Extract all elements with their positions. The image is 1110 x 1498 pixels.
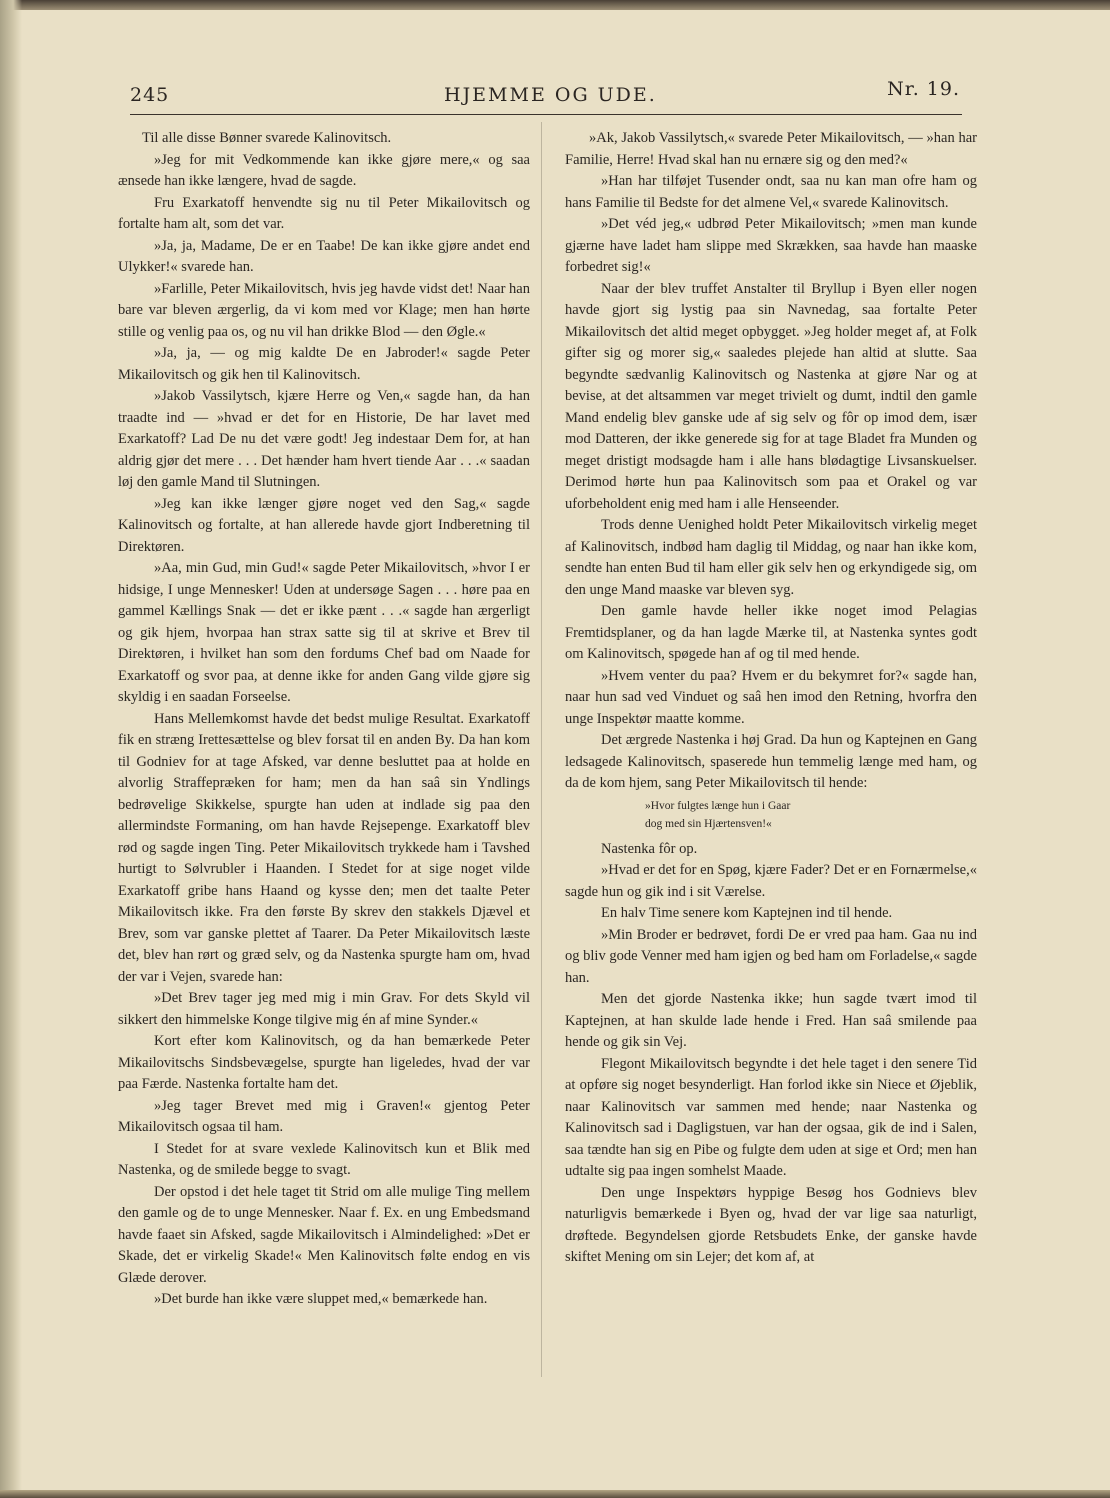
journal-title: HJEMME OG UDE. [444,84,657,106]
verse-line: dog med sin Hjærtensven!« [645,817,772,830]
verse-quote [645,797,977,833]
paragraph: »Hvad er det for en Spøg, kjære Fader? Det er en Fornærmelse,« sagde hun og gik ind i sit Værelse. [565,862,977,900]
paragraph: Naar der blev truffet Anstalter til Bryllup i Byen eller nogen havde gjort sig lystig paa sin Navnedag, saa fortalte Peter Mikailovitsch det altid meget opbygget. »Jeg holder meget af, at Folk gifter sig og morer sig,« saaledes plejede han altid at slutte. Saa begyndte sædvanlig Kalinovitsch og Nastenka at gjøre Nar og at bevise, at det altsammen var meget trivielt og dumt, indtil den gamle Mand endelig blev ganske ude af sig selv og fôr op imod dem, især mod Datteren, der ikke generede sig for at tage Bladet fra Munden og meget dristigt modsagde ham i alle hans blødagtige Livsanskuelser. Derimod hørte hun paa Kalinovitsch som paa et Orakel og var uforbeholdent enig med ham i alle Henseender. [565,280,977,512]
paragraph: I Stedet for at svare vexlede Kalinovitsch kun et Blik med Nastenka, og de smilede begge to svagt. [118,1140,530,1178]
page-top-edge [0,0,1110,10]
right-column-lower [565,839,977,1269]
paragraph: Det ærgrede Nastenka i høj Grad. Da hun og Kaptejnen en Gang ledsagede Kalinovitsch, spaserede hun temmelig længe med ham, og da de kom hjem, sang Peter Mikailovitsch til hende: [565,732,977,791]
issue-number: Nr. 19. [887,78,960,100]
paragraph: »Jeg kan ikke længer gjøre noget ved den Sag,« sagde Kalinovitsch og fortalte, at han allerede havde gjort Indberetning til Direktøren. [118,495,530,555]
paragraph: Hans Mellemkomst havde det bedst mulige Resultat. Exarkatoff fik en stræng Irettesættelse og blev forsat til en anden By. Da han kom til Godniev for at tage Afsked, var denne besluttet paa at holde en alvorlig Straffepræken for ham; men da han saâ sin Yndlings bedrøvelige Skikkelse, spurgte han uden at indlade sig paa den allermindste Formaning, om han havde Rejsepenge. Exarkatoff blev rød og sagde ingen Ting. Peter Mikailovitsch trykkede ham i Tavshed hurtigt to Sølvrubler i Haanden. I Stedet for at sige noget vilde Exarkatoff gribe hans Haand og kysse den; men det taalte Peter Mikailovitsch ikke. Fra den første By skrev den stakkels Djævel et Brev, som var ganske plettet af Taarer. Da Peter Mikailovitsch læste det, blev han rørt og græd selv, og da Nastenka spurgte ham om, hvad der var i Vejen, svarede han: [118,710,530,985]
page-number: 245 [130,84,170,106]
paragraph: »Jeg for mit Vedkommende kan ikke gjøre mere,« og saa ænsede han ikke længere, hvad de sagde. [118,151,530,189]
paragraph: Der opstod i det hele taget tit Strid om alle mulige Ting mellem den gamle og de to unge Mennesker. Naar f. Ex. en ung Embedsmand havde faaet sin Afsked, sagde Mikailovitsch i Almindelighed: »Det er Skade, det er virkelig Skade!« Men Kalinovitsch følte endog en vis Glæde derover. [118,1183,530,1286]
paragraph: Den gamle havde heller ikke noget imod Pelagias Fremtidsplaner, og da han lagde Mærke til, at Nastenka syntes godt om Kalinovitsch, spøgede han af og til med hende. [565,603,977,662]
paragraph: »Min Broder er bedrøvet, fordi De er vred paa ham. Gaa nu ind og bliv gode Venner med ham igjen og bed ham om Forladelse,« sagde han. [565,926,977,986]
paragraph: Flegont Mikailovitsch begyndte i det hele taget i den senere Tid at opføre sig noget besynderligt. Han forlod ikke sin Niece et Øjeblik, naar Kalinovitsch var sammen med hende; naar Nastenka og Kalinovitsch sad i Dagligstuen, var han der ogsaa, gik de ind i Salen, saa tændte han sig en Pibe og fulgte dem uden at sige et Ord; men han udtalte sig paa ingen somhelst Maade. [565,1055,977,1179]
paragraph: »Det Brev tager jeg med mig i min Grav. For dets Skyld vil sikkert den himmelske Konge tilgive mig én af mine Synder.« [118,990,530,1028]
paragraph: Den unge Inspektørs hyppige Besøg hos Godnievs blev naturligvis bemærkede i Byen og, hvad der var lige saa naturligt, drøftede. Begyndelsen gjorde Retsbudets Enke, der ganske havde skiftet Mening om sin Lejer; det kom af, at [565,1184,977,1265]
paragraph: »Jeg tager Brevet med mig i Graven!« gjentog Peter Mikailovitsch ogsaa til ham. [118,1097,530,1135]
book-spine [0,0,22,1498]
right-column-upper [565,128,977,795]
paragraph: »Det burde han ikke være sluppet med,« bemærkede han. [154,1291,488,1307]
column-divider [541,122,542,1377]
page-header [130,78,962,115]
paragraph: Kort efter kom Kalinovitsch, og da han bemærkede Peter Mikailovitschs Sindsbevægelse, spurgte han ligeledes, hvad der var paa Færde. Nastenka fortalte ham det. [118,1033,530,1092]
paragraph: »Det véd jeg,« udbrød Peter Mikailovitsch; »men man kunde gjærne have ladet ham slippe med Skrækken, saa havde han maaske forbedret sig!« [565,216,977,275]
paragraph: Til alle disse Bønner svarede Kalinovitsch. [142,130,392,146]
paragraph: Men det gjorde Nastenka ikke; hun sagde tvært imod til Kaptejnen, at han skulde lade hende i Fred. Han saâ smilende paa hende og gik sin Vej. [565,991,977,1050]
paragraph: »Jakob Vassilytsch, kjære Herre og Ven,« sagde han, da han traadte ind — »hvad er det for en Historie, De har lavet med Exarkatoff? Lad De nu det være godt! Jeg indestaar Dem for, at han aldrig gjør det mere . . . Det hænder ham hvert tiende Aar . . .« saadan løj den gamle Mand til Slutningen. [118,388,530,490]
paragraph: »Ja, ja, — og mig kaldte De en Jabroder!« sagde Peter Mikailovitsch og gik hen til Kalinovitsch. [118,345,530,383]
paragraph: »Aa, min Gud, min Gud!« sagde Peter Mikailovitsch, »hvor I er hidsige, I unge Mennesker! Uden at undersøge Sagen . . . høre paa en gammel Kællings Snak — det er ikke pænt . . .« sagde han ærgerligt og gik hjem, hvorpaa han strax satte sig til at skrive et Brev til Direktøren, i hvilket han som den fordums Chef bad om Naade for Exarkatoff og svor paa, at denne ikke for anden Gang vilde gjøre sig skyldig i en saadan Forseelse. [118,560,530,705]
paragraph: En halv Time senere kom Kaptejnen ind til hende. [601,905,893,921]
right-column [565,128,977,1269]
paragraph: »Hvem venter du paa? Hvem er du bekymret for?« sagde han, naar hun sad ved Vinduet og saâ hen imod den Retning, hvorfra den unge Inspektør maatte komme. [565,667,977,727]
verse-line: »Hvor fulgtes længe hun i Gaar [645,799,791,812]
paragraph: »Ak, Jakob Vassilytsch,« svarede Peter Mikailovitsch, — »han har Familie, Herre! Hvad skal han nu ernære sig og den med?« [565,130,977,168]
paragraph: »Han har tilføjet Tusender ondt, saa nu kan man ofre ham og hans Familie til Bedste for det almene Vel,« svarede Kalinovitsch. [565,173,977,211]
paragraph: »Ja, ja, Madame, De er en Taabe! De kan ikke gjøre andet end Ulykker!« svarede han. [118,237,530,275]
left-column [118,128,530,1311]
paragraph: Fru Exarkatoff henvendte sig nu til Peter Mikailovitsch og fortalte ham alt, som det var. [118,194,530,232]
paragraph: »Farlille, Peter Mikailovitsch, hvis jeg havde vidst det! Naar han bare var bleven ærgerlig, da vi kom med vor Klage; men han hørte stille og venlig paa os, og nu vil han drikke Blod — den Øgle.« [118,280,530,340]
page-bottom-edge [0,1490,1110,1498]
paragraph: Nastenka fôr op. [601,840,698,857]
paragraph: Trods denne Uenighed holdt Peter Mikailovitsch virkelig meget af Kalinovitsch, indbød ham daglig til Middag, og naar han ikke kom, sendte han enten Bud til ham eller gik selv hen og erkyndigede sig, om den unge Mand maaske var bleven syg. [565,517,977,598]
